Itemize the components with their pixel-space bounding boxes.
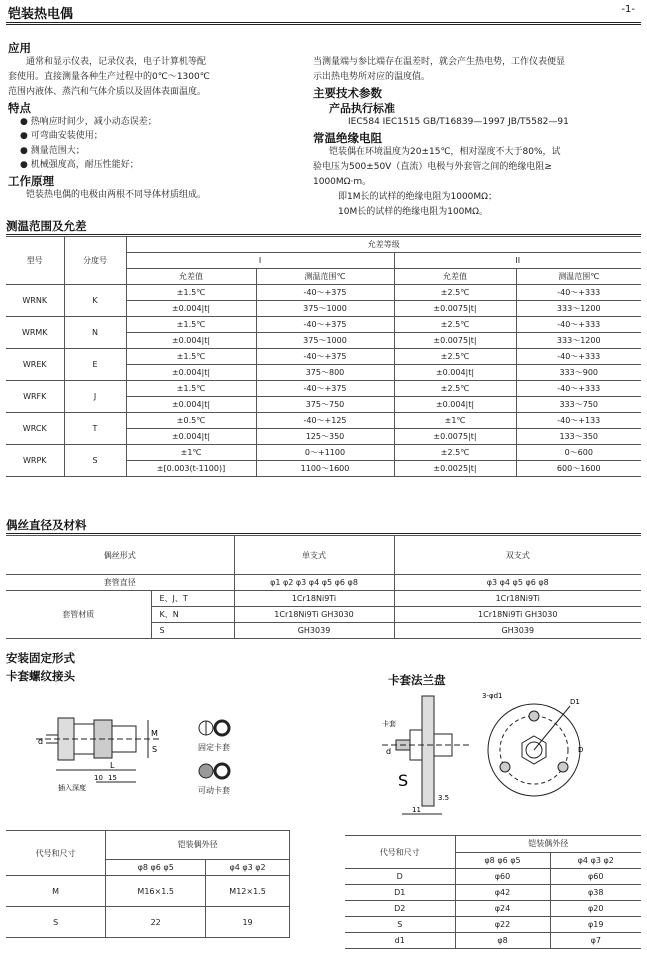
grade-cell: S — [64, 445, 126, 477]
grade-cell: E — [64, 349, 126, 381]
range-table — [6, 236, 641, 477]
mat-grade: K、N — [151, 607, 234, 623]
code-cell: D — [345, 869, 455, 885]
h-tol-value-2: 允差值 — [394, 269, 516, 285]
dia-single: φ1 φ2 φ3 φ4 φ5 φ6 φ8 — [234, 575, 394, 591]
flange-s-label: S — [398, 771, 409, 790]
model-cell: WRCK — [6, 413, 64, 445]
principle-line: 铠装热电偶的电极由两根不同导体材质组成。 — [26, 190, 207, 200]
feature-item: ● 测量范围大； — [20, 146, 85, 156]
application-line-2: 套使用。直接测量各种生产过程中的0℃～1300℃ — [8, 72, 210, 82]
tech-heading: 主要技术参数 — [313, 86, 382, 100]
dim-s-label: S — [152, 745, 158, 754]
cell: 133～350 — [516, 429, 641, 445]
cell: -40～+333 — [516, 381, 641, 397]
fixed-ferrule-label: 固定卡套 — [198, 743, 230, 752]
grade-cell: J — [64, 381, 126, 413]
h-single: 单支式 — [234, 536, 394, 575]
grade-cell: N — [64, 317, 126, 349]
value-cell: φ60 — [455, 869, 550, 885]
dia-double: φ3 φ4 φ5 φ6 φ8 — [394, 575, 641, 591]
value-cell: φ42 — [455, 885, 550, 901]
feature-text-1: 热响应时间少，减小动态误差； — [30, 117, 157, 127]
grade-cell: T — [64, 413, 126, 445]
header-rule — [6, 22, 641, 23]
cell: 375～750 — [256, 397, 394, 413]
flange-dim-table — [345, 835, 641, 949]
dim-d1-label: D1 — [570, 698, 580, 706]
cell: ±0.0075|t| — [394, 429, 516, 445]
std-heading: 产品执行标准 — [329, 102, 395, 115]
feature-item: ● 热响应时间少，减小动态误差； — [20, 117, 157, 127]
h-tol-value-1: 允差值 — [126, 269, 256, 285]
ferrule-tag: 卡套 — [382, 720, 396, 728]
cell: -40～+375 — [256, 317, 394, 333]
h-code: 代号和尺寸 — [345, 836, 455, 869]
cell: 0～600 — [516, 445, 641, 461]
right-intro-1: 当测量端与参比端存在温差时，就会产生热电势，工作仪表便显 — [313, 57, 566, 67]
dim-d-label: D — [578, 746, 584, 754]
insulation-line-3: 1000MΩ·m。 — [313, 177, 372, 187]
cell: ±0.0025|t| — [394, 461, 516, 477]
mat-double: 1Cr18Ni9Ti — [394, 591, 641, 607]
model-cell: WRFK — [6, 381, 64, 413]
cell: -40～+333 — [516, 317, 641, 333]
material-heading: 偶丝直径及材料 — [6, 518, 87, 532]
right-intro-2: 示出热电势所对应的温度值。 — [313, 72, 431, 82]
cell: 333～1200 — [516, 301, 641, 317]
h-grade: 分度号 — [64, 237, 126, 285]
cell: ±2.5℃ — [394, 317, 516, 333]
cell: ±1.5℃ — [126, 381, 256, 397]
cell: 0～+1100 — [256, 445, 394, 461]
h-tolerance: 允差等级 — [126, 237, 641, 253]
value-cell: φ38 — [550, 885, 641, 901]
cell: 375～1000 — [256, 301, 394, 317]
code-cell: D1 — [345, 885, 455, 901]
mat-double: GH3039 — [394, 623, 641, 639]
dim-10-label: 10 — [94, 774, 103, 782]
cell: ±1℃ — [126, 445, 256, 461]
value-cell: φ7 — [550, 933, 641, 949]
cell: ±0.004|t| — [126, 429, 256, 445]
install-heading: 安装固定形式 — [6, 651, 75, 665]
value-cell: φ22 — [455, 917, 550, 933]
code-cell: M — [6, 876, 106, 907]
h-range-2: 测温范围℃ — [516, 269, 641, 285]
cell: 375～1000 — [256, 333, 394, 349]
cell: ±0.004|t| — [126, 365, 256, 381]
insulation-heading: 常温绝缘电阻 — [313, 131, 382, 145]
dim-3-5-label: 3.5 — [438, 794, 450, 802]
movable-ferrule-drawing — [196, 761, 232, 783]
feature-text-2: 可弯曲安装使用； — [30, 131, 103, 141]
feature-item: ● 机械强度高，耐压性能好； — [20, 160, 139, 170]
cell: ±2.5℃ — [394, 445, 516, 461]
cell: ±0.0075|t| — [394, 333, 516, 349]
flange-side-drawing — [382, 690, 474, 820]
cell: 1100～1600 — [256, 461, 394, 477]
cell: ±0.004|t| — [126, 397, 256, 413]
principle-heading: 工作原理 — [8, 174, 54, 188]
cell: ±0.004|t| — [126, 333, 256, 349]
mat-single: 1Cr18Ni9Ti GH3030 — [234, 607, 394, 623]
cell: -40～+125 — [256, 413, 394, 429]
thread-joint-title: 卡套螺纹接头 — [6, 669, 75, 683]
thread-joint-body — [36, 718, 161, 782]
cell: ±1.5℃ — [126, 285, 256, 301]
feature-text-3: 测量范围大； — [30, 146, 85, 156]
h-col-1: φ8 φ6 φ5 — [106, 859, 206, 875]
mat-single: 1Cr18Ni9Ti — [234, 591, 394, 607]
cell: ±1℃ — [394, 413, 516, 429]
cell: ±0.004|t| — [394, 365, 516, 381]
cell: -40～+133 — [516, 413, 641, 429]
dim-l-label: L — [110, 761, 115, 770]
holes-label: 3-φd1 — [482, 692, 503, 700]
cell: ±[0.003(t-1100)] — [126, 461, 256, 477]
h-code: 代号和尺寸 — [6, 831, 106, 876]
cell: 600～1600 — [516, 461, 641, 477]
cell: 333～1200 — [516, 333, 641, 349]
cell: ±1.5℃ — [126, 317, 256, 333]
page-number: -1- — [621, 4, 635, 15]
movable-ferrule-label: 可动卡套 — [198, 786, 230, 795]
cell: ±1.5℃ — [126, 349, 256, 365]
header-title: 铠装热电偶 — [8, 7, 74, 22]
h-form: 偶丝形式 — [6, 536, 234, 575]
cell: -40～+333 — [516, 349, 641, 365]
insert-depth-label: 插入深度 — [58, 784, 86, 792]
dim-15-label: 15 — [108, 774, 117, 782]
header-rule-2 — [6, 24, 641, 25]
application-line-1: 通常和显示仪表，记录仪表，电子计算机等配 — [26, 57, 207, 67]
dim-11-label: 11 — [412, 806, 421, 814]
h-class-2: II — [394, 253, 641, 269]
value-cell: φ20 — [550, 901, 641, 917]
dim-d-label: d — [38, 737, 44, 746]
cell: ±2.5℃ — [394, 285, 516, 301]
cell: ±0.0075|t| — [394, 301, 516, 317]
material-table — [6, 535, 641, 639]
mat-grade: E、J、T — [151, 591, 234, 607]
thread-dim-table — [6, 830, 290, 938]
insulation-sub-1: 即1M长的试样的绝缘电阻为1000MΩ； — [338, 192, 498, 202]
h-outer-dia: 铠装偶外径 — [455, 836, 641, 853]
dim-m-label: M — [151, 729, 158, 738]
code-cell: d1 — [345, 933, 455, 949]
insulation-line-1: 铠装偶在环境温度为20±15℃，相对湿度不大于80%，试 — [329, 147, 561, 157]
code-cell: S — [345, 917, 455, 933]
cell: 333～750 — [516, 397, 641, 413]
model-cell: WRPK — [6, 445, 64, 477]
cell: 333～900 — [516, 365, 641, 381]
h-diameter: 套管直径 — [6, 575, 234, 591]
h-material: 套管材质 — [6, 591, 151, 639]
feature-item: ● 可弯曲安装使用； — [20, 131, 103, 141]
h-col-1: φ8 φ6 φ5 — [455, 852, 550, 869]
model-cell: WRNK — [6, 285, 64, 317]
cell: ±2.5℃ — [394, 349, 516, 365]
h-col-2: φ4 φ3 φ2 — [206, 859, 290, 875]
h-double: 双支式 — [394, 536, 641, 575]
h-model: 型号 — [6, 237, 64, 285]
value-cell: M12×1.5 — [206, 876, 290, 907]
h-col-2: φ4 φ3 φ2 — [550, 852, 641, 869]
thread-joint-drawing — [36, 700, 166, 800]
h-outer-dia: 铠装偶外径 — [106, 831, 290, 860]
value-cell: M16×1.5 — [106, 876, 206, 907]
flange-front-drawing — [474, 688, 594, 808]
feature-text-4: 机械强度高，耐压性能好； — [30, 160, 139, 170]
value-cell: 19 — [206, 907, 290, 938]
range-rule — [6, 234, 641, 235]
cell: -40～+375 — [256, 285, 394, 301]
cell: -40～+375 — [256, 381, 394, 397]
h-class-1: I — [126, 253, 394, 269]
h-range-1: 测温范围℃ — [256, 269, 394, 285]
range-heading: 测温范围及允差 — [6, 219, 87, 233]
cell: 375～800 — [256, 365, 394, 381]
insulation-sub-2: 10M长的试样的绝缘电阻为100MΩ。 — [338, 207, 489, 217]
insulation-line-2: 验电压为500±50V（直流）电极与外套管之间的绝缘电阻≥ — [313, 162, 552, 172]
value-cell: 22 — [106, 907, 206, 938]
mat-grade: S — [151, 623, 234, 639]
code-cell: S — [6, 907, 106, 938]
cell: ±2.5℃ — [394, 381, 516, 397]
grade-cell: K — [64, 285, 126, 317]
flange-d-label: d — [386, 747, 392, 756]
code-cell: D2 — [345, 901, 455, 917]
mat-single: GH3039 — [234, 623, 394, 639]
cell: 125～350 — [256, 429, 394, 445]
cell: ±0.004|t| — [394, 397, 516, 413]
cell: ±0.5℃ — [126, 413, 256, 429]
mat-double: 1Cr18Ni9Ti GH3030 — [394, 607, 641, 623]
material-rule — [6, 533, 641, 534]
fixed-ferrule-drawing — [196, 718, 232, 740]
std-line: IEC584 IEC1515 GB/T16839—1997 JB/T5582—91 — [348, 117, 569, 127]
application-line-3: 范围内液体、蒸汽和气体介质以及固体表面温度。 — [8, 87, 207, 97]
cell: -40～+375 — [256, 349, 394, 365]
application-heading: 应用 — [8, 41, 31, 55]
value-cell: φ19 — [550, 917, 641, 933]
value-cell: φ60 — [550, 869, 641, 885]
features-heading: 特点 — [8, 101, 31, 115]
model-cell: WRMK — [6, 317, 64, 349]
value-cell: φ8 — [455, 933, 550, 949]
flange-title: 卡套法兰盘 — [388, 673, 446, 687]
model-cell: WREK — [6, 349, 64, 381]
value-cell: φ24 — [455, 901, 550, 917]
cell: -40～+333 — [516, 285, 641, 301]
cell: ±0.004|t| — [126, 301, 256, 317]
